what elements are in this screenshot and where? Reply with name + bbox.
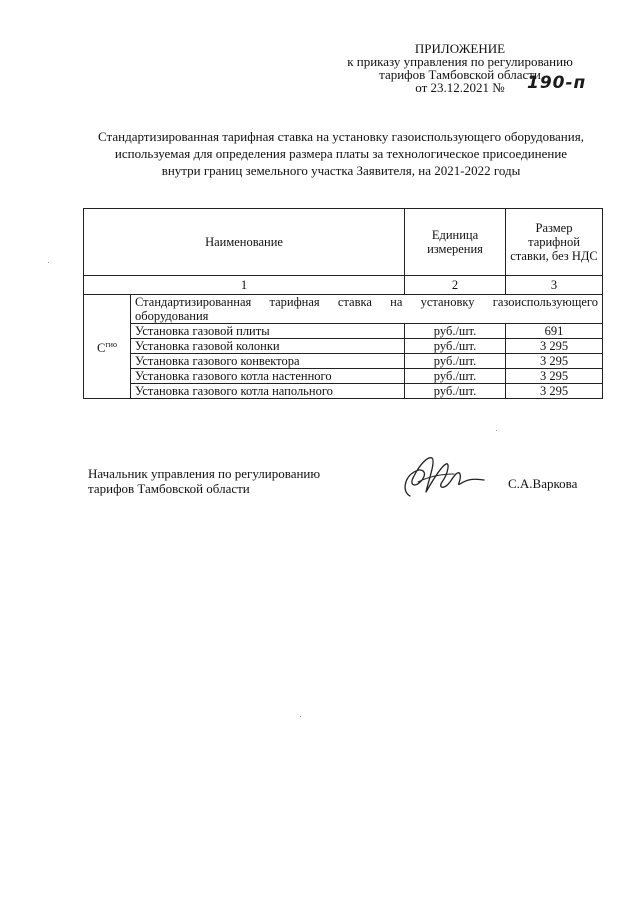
appendix-order-ref: к приказу управления по регулированию <box>347 54 573 69</box>
header-name: Наименование <box>84 209 405 276</box>
scan-speck <box>300 716 301 717</box>
table-row <box>84 384 603 399</box>
group-row <box>84 295 603 324</box>
signatory-position <box>88 466 320 496</box>
row-value: 3 295 <box>506 384 603 399</box>
order-number-handwritten: 190-п <box>527 73 587 93</box>
handwritten-signature <box>398 452 488 502</box>
row-value: 3 295 <box>506 369 603 384</box>
row-unit: руб./шт. <box>405 354 506 369</box>
row-value: 691 <box>506 324 603 339</box>
row-unit: руб./шт. <box>405 324 506 339</box>
appendix-date: от 23.12.2021 № <box>415 80 505 95</box>
index-3: 3 <box>506 276 603 295</box>
signatory-position-line1: Начальник управления по регулированию <box>88 466 321 481</box>
appendix-title: ПРИЛОЖЕНИЕ <box>414 41 506 56</box>
appendix-header <box>330 42 590 94</box>
document-title: Стандартизированная тарифная ставка на установку газоиспользующего оборудования, используемая для определения размера платы за технологическое присоединение внутри границ земельного участка Заявителя, на 2021-2022 годы <box>98 129 584 178</box>
header-unit: Единица измерения <box>405 209 506 276</box>
appendix-authority: тарифов Тамбовской области <box>379 67 541 82</box>
group-label: Стандартизированная тарифная ставка на установку газоиспользующего оборудования <box>131 295 603 324</box>
scan-speck <box>496 430 497 431</box>
tariff-code <box>84 295 131 399</box>
row-name: Установка газового котла напольного <box>131 384 405 399</box>
table-row <box>84 354 603 369</box>
index-2: 2 <box>405 276 506 295</box>
row-unit: руб./шт. <box>405 384 506 399</box>
row-unit: руб./шт. <box>405 369 506 384</box>
signatory-name: С.А.Варкова <box>508 476 578 491</box>
row-unit: руб./шт. <box>405 339 506 354</box>
row-value: 3 295 <box>506 354 603 369</box>
tariff-code-sup: гио <box>105 339 117 349</box>
table-row <box>84 339 603 354</box>
row-name: Установка газового котла настенного <box>131 369 405 384</box>
row-name: Установка газовой колонки <box>131 339 405 354</box>
index-row <box>84 276 603 295</box>
row-name: Установка газовой плиты <box>131 324 405 339</box>
tariff-code-letter: С <box>97 341 106 356</box>
row-name: Установка газового конвектора <box>131 354 405 369</box>
signatory-position-line2: тарифов Тамбовской области <box>88 481 250 496</box>
table-header-row <box>84 209 603 276</box>
row-value: 3 295 <box>506 339 603 354</box>
scan-speck <box>48 262 49 263</box>
table-row <box>84 369 603 384</box>
header-size: Размер тарифной ставки, без НДС <box>506 209 603 276</box>
index-1: 1 <box>84 276 405 295</box>
tariff-table <box>83 208 603 399</box>
table-row <box>84 324 603 339</box>
